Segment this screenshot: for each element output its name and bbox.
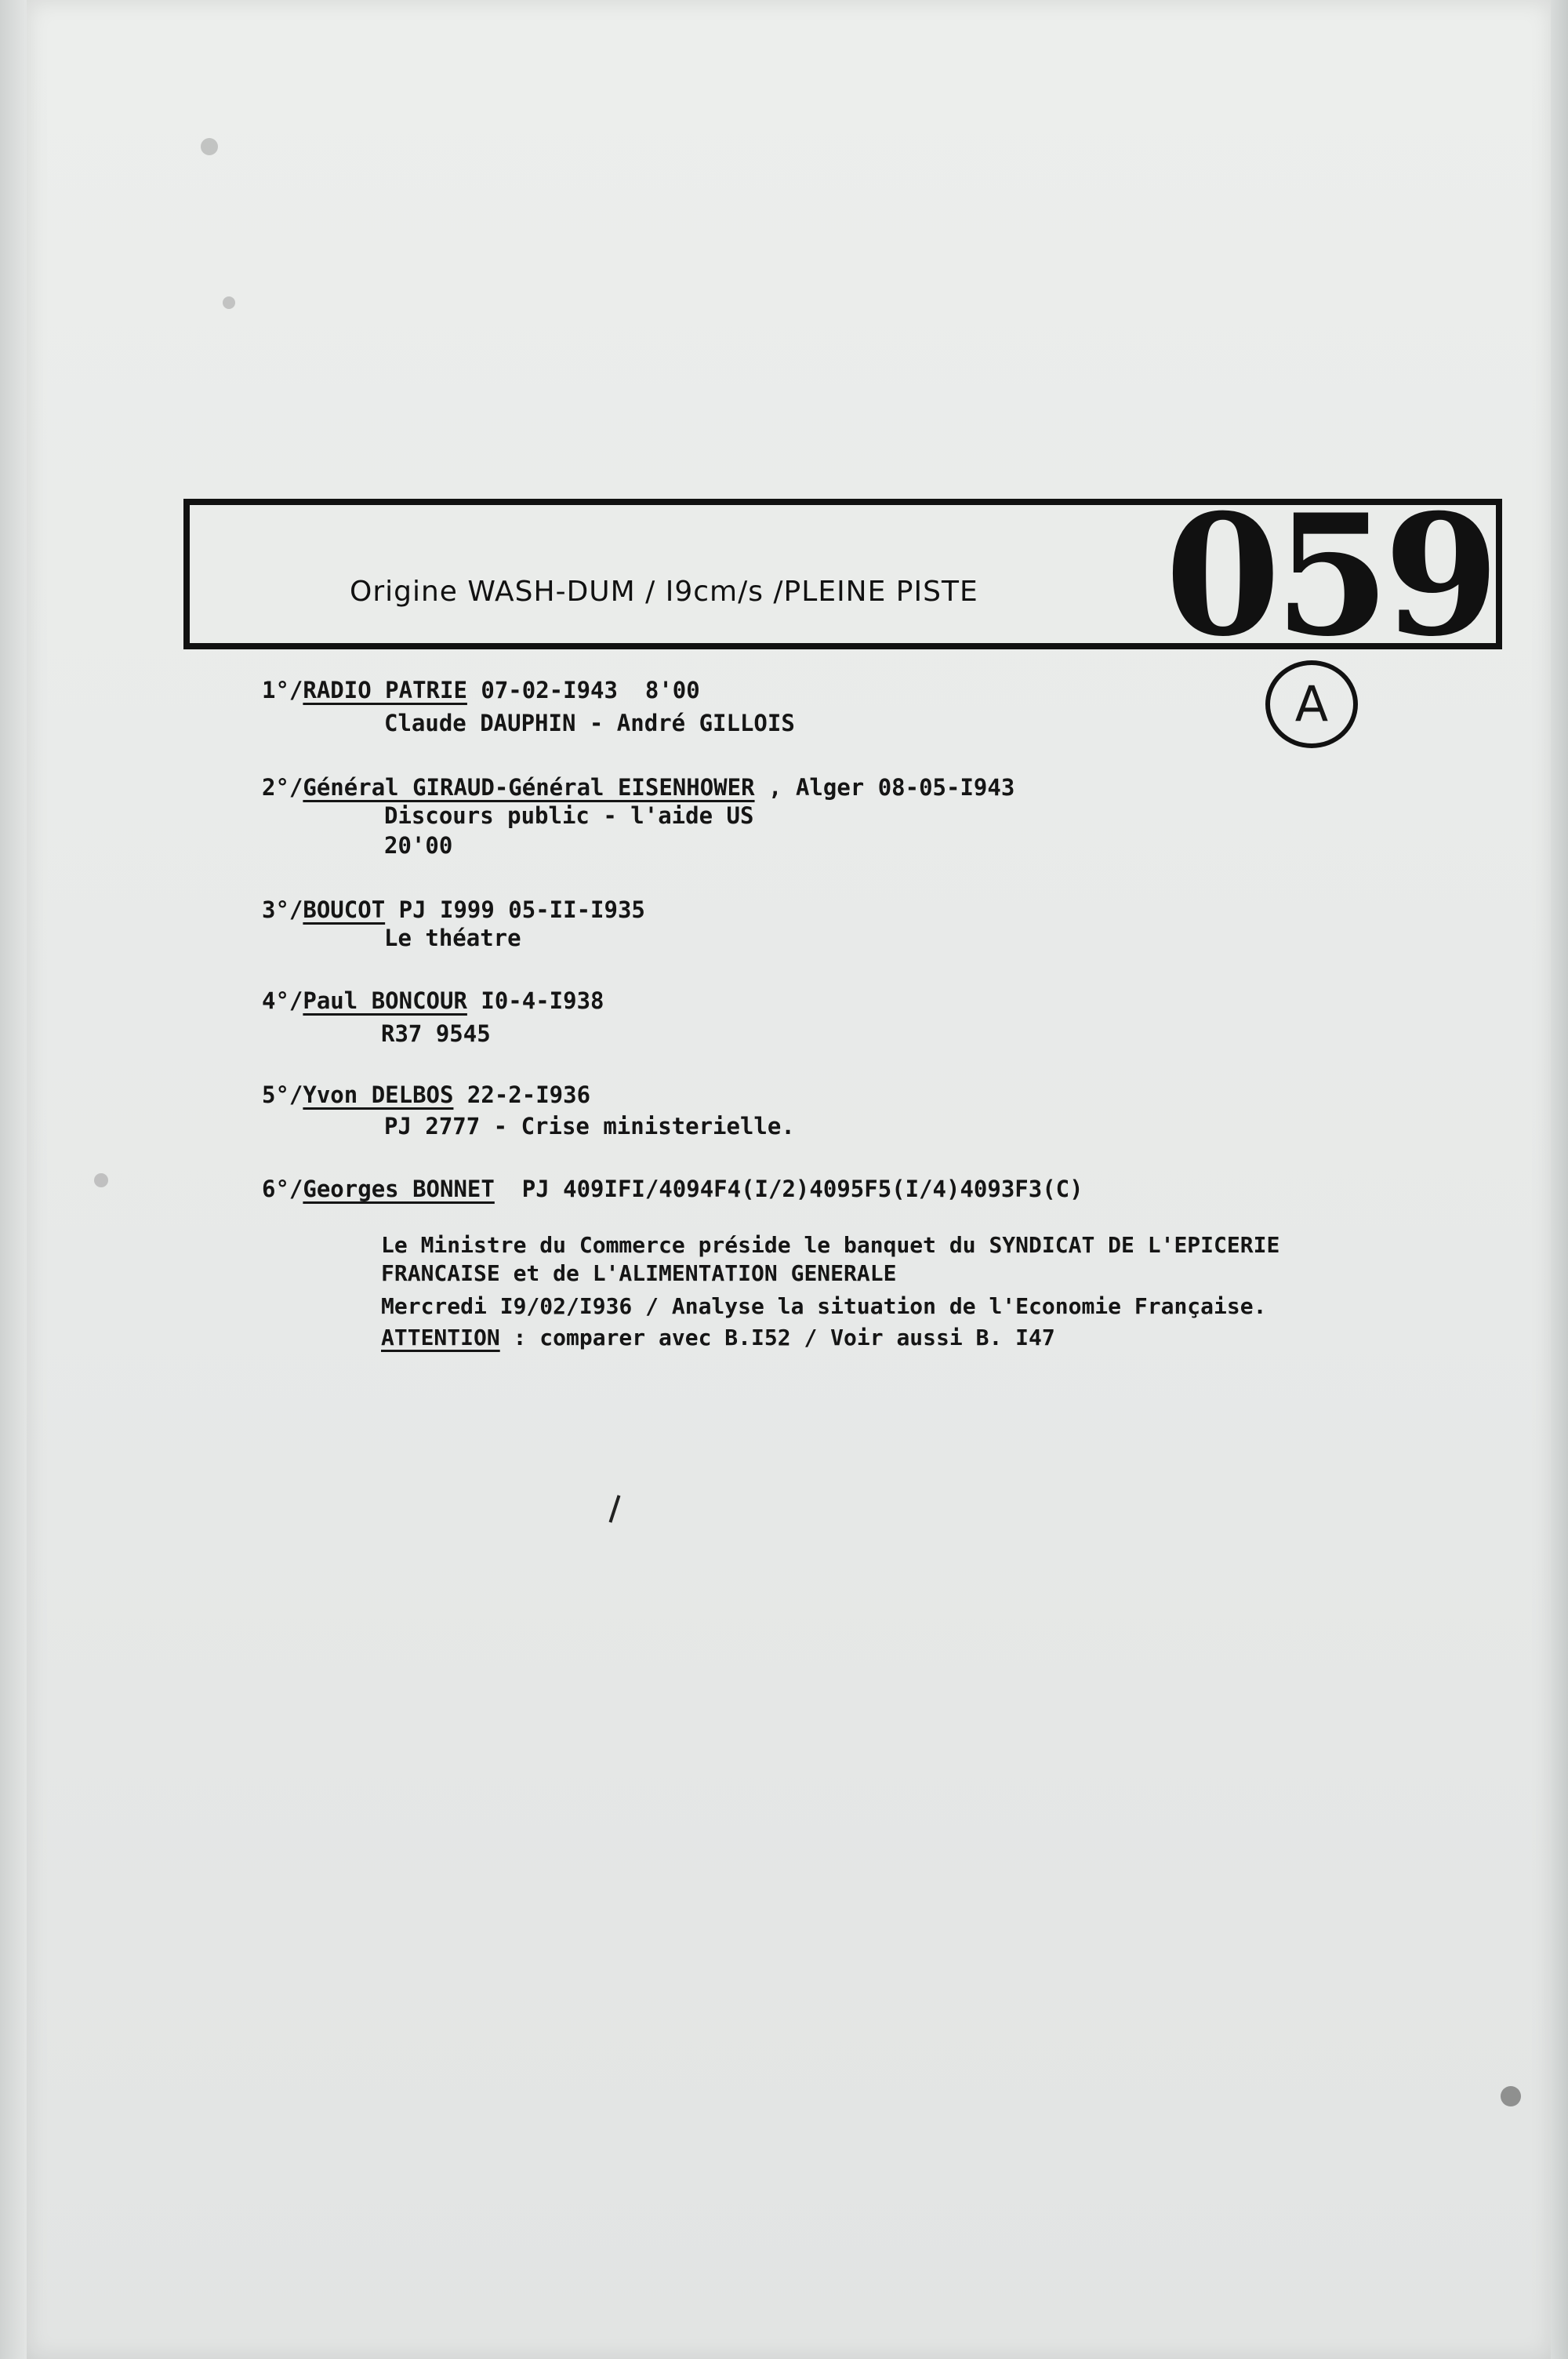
note-line-1: Le Ministre du Commerce préside le banquet du SYNDICAT DE L'EPICERIE: [381, 1232, 1280, 1258]
entry-details: I0-4-I938: [466, 987, 604, 1014]
page-right-edge: [1551, 0, 1568, 2359]
entry-2-heading: [262, 772, 1014, 803]
entry-name: Général GIRAUD-Général EISENHOWER: [303, 774, 755, 801]
attention-label: ATTENTION: [381, 1325, 500, 1350]
entry-details: PJ 409IFI/4094F4(I/2)4095F5(I/4)4093F3(C): [494, 1176, 1083, 1202]
page-left-edge: [0, 0, 27, 2359]
entry-1-line: Claude DAUPHIN - André GILLOIS: [384, 710, 795, 736]
entry-name: Paul BONCOUR: [303, 987, 467, 1014]
paper-speck: [94, 1173, 108, 1187]
paper-speck: [201, 138, 218, 155]
entry-4-line: R37 9545: [381, 1020, 491, 1047]
entry-name: BOUCOT: [303, 896, 386, 923]
note-line-3: Mercredi I9/02/I936 / Analyse la situation de l'Economie Française.: [381, 1293, 1267, 1319]
entry-5-line: PJ 2777 - Crise ministerielle.: [384, 1113, 795, 1140]
entry-5-heading: [262, 1079, 590, 1110]
entry-3-heading: [262, 894, 645, 925]
entry-number: 3°/: [262, 896, 303, 923]
entry-name: RADIO PATRIE: [303, 677, 467, 703]
attention-text: : comparer avec B.I52 / Voir aussi B. I47: [499, 1325, 1055, 1350]
circled-letter: A: [1265, 660, 1358, 748]
entry-details: 22-2-I936: [453, 1081, 591, 1108]
tape-number: 059: [1165, 478, 1494, 673]
note-line-2: FRANCAISE et de L'ALIMENTATION GENERALE: [381, 1260, 897, 1286]
entry-number: 4°/: [262, 987, 303, 1014]
origin-line: Origine WASH-DUM / I9cm/s /PLEINE PISTE: [350, 576, 978, 608]
paper-speck: [1501, 2086, 1521, 2106]
entry-1-heading: [262, 674, 700, 706]
entry-name: Georges BONNET: [303, 1176, 495, 1202]
entry-number: 2°/: [262, 774, 303, 801]
entry-2-line: Discours public - l'aide US: [384, 802, 754, 829]
entry-number: 6°/: [262, 1176, 303, 1202]
entry-3-line: Le théatre: [384, 925, 521, 951]
note-attention: [381, 1322, 1055, 1354]
entry-details: PJ I999 05-II-I935: [385, 896, 645, 923]
entry-details: 07-02-I943 8'00: [466, 677, 700, 703]
entry-6-heading: [262, 1173, 1083, 1205]
paper-speck: [223, 296, 235, 309]
entry-4-heading: [262, 985, 604, 1016]
entry-number: 1°/: [262, 677, 303, 703]
entry-details: , Alger 08-05-I943: [754, 774, 1015, 801]
entry-name: Yvon DELBOS: [303, 1081, 454, 1108]
entry-number: 5°/: [262, 1081, 303, 1108]
entry-2-line: 20'00: [384, 832, 453, 859]
